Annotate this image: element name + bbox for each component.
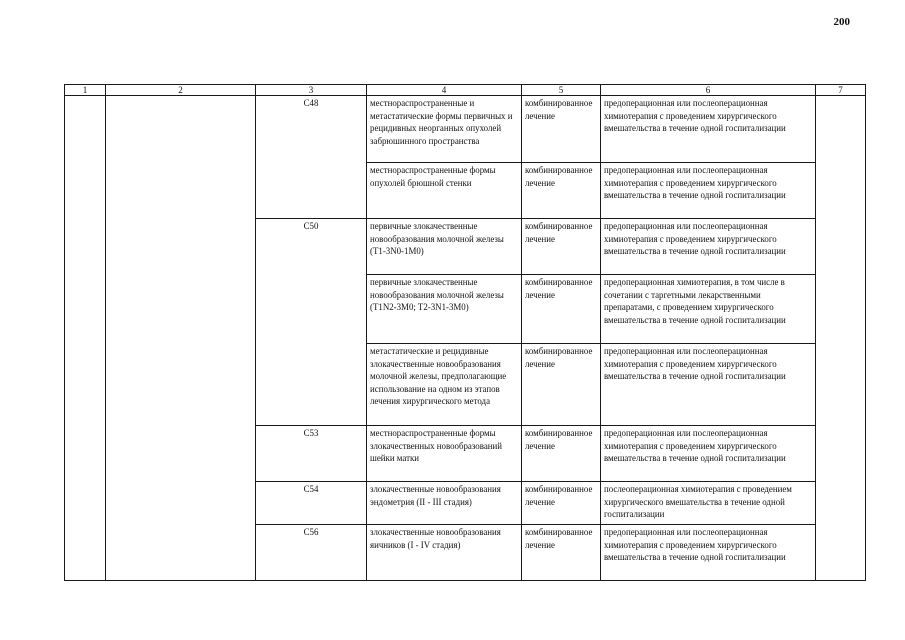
column-number: 4 (367, 85, 522, 96)
treatment-cell: комбинированное лечение (522, 426, 601, 482)
diagnosis-code: C54 (256, 482, 367, 525)
treatment-cell: комбинированное лечение (522, 344, 601, 426)
method-cell: предоперационная или послеоперационная химиотерапия с проведением хирургического вмешательства в течение одной госпитализации (601, 163, 816, 219)
diagnosis-code: C56 (256, 525, 367, 581)
column-number: 3 (256, 85, 367, 96)
page-number: 200 (833, 16, 850, 28)
method-cell: послеоперационная химиотерапия с проведением хирургического вмешательства в течение одной госпитализации (601, 482, 816, 525)
treatment-cell: комбинированное лечение (522, 525, 601, 581)
method-cell: предоперационная или послеоперационная химиотерапия с проведением хирургического вмешательства в течение одной госпитализации (601, 96, 816, 163)
diagnosis-code: C50 (256, 219, 367, 426)
column-number: 5 (522, 85, 601, 96)
column-2-cell (106, 96, 256, 581)
method-cell: предоперационная или послеоперационная химиотерапия с проведением хирургического вмешательства в течение одной госпитализации (601, 219, 816, 275)
condition-cell: первичные злокачественные новообразования молочной железы (T1-3N0-1M0) (367, 219, 522, 275)
column-number: 1 (65, 85, 106, 96)
method-cell: предоперационная или послеоперационная химиотерапия с проведением хирургического вмешательства в течение одной госпитализации (601, 525, 816, 581)
column-number-row (65, 85, 866, 96)
column-number: 2 (106, 85, 256, 96)
treatment-cell: комбинированное лечение (522, 275, 601, 344)
table-row (65, 96, 866, 163)
diagnosis-code: C48 (256, 96, 367, 219)
condition-cell: злокачественные новообразования эндометрия (II - III стадия) (367, 482, 522, 525)
condition-cell: местнораспространенные формы злокачественных новообразований шейки матки (367, 426, 522, 482)
treatment-cell: комбинированное лечение (522, 163, 601, 219)
treatment-cell: комбинированное лечение (522, 219, 601, 275)
method-cell: предоперационная или послеоперационная химиотерапия с проведением хирургического вмешательства в течение одной госпитализации (601, 344, 816, 426)
column-number: 7 (816, 85, 866, 96)
diagnosis-code: C53 (256, 426, 367, 482)
condition-cell: местнораспространенные формы опухолей брюшной стенки (367, 163, 522, 219)
treatment-cell: комбинированное лечение (522, 482, 601, 525)
column-1-cell (65, 96, 106, 581)
condition-cell: местнораспространенные и метастатические формы первичных и рецидивных неорганных опухолей забрюшинного пространства (367, 96, 522, 163)
column-number: 6 (601, 85, 816, 96)
column-7-cell (816, 96, 866, 581)
treatment-table (64, 84, 866, 581)
condition-cell: первичные злокачественные новообразования молочной железы (T1N2-3M0; T2-3N1-3M0) (367, 275, 522, 344)
method-cell: предоперационная химиотерапия, в том числе в сочетании с таргетными лекарственными препаратами, с проведением хирургического вмешательства в течение одной госпитализации (601, 275, 816, 344)
method-cell: предоперационная или послеоперационная химиотерапия с проведением хирургического вмешательства в течение одной госпитализации (601, 426, 816, 482)
treatment-cell: комбинированное лечение (522, 96, 601, 163)
condition-cell: метастатические и рецидивные злокачественные новообразования молочной железы, предполагающие использование на одном из этапов лечения хирургического метода (367, 344, 522, 426)
condition-cell: злокачественные новообразования яичников (I - IV стадия) (367, 525, 522, 581)
